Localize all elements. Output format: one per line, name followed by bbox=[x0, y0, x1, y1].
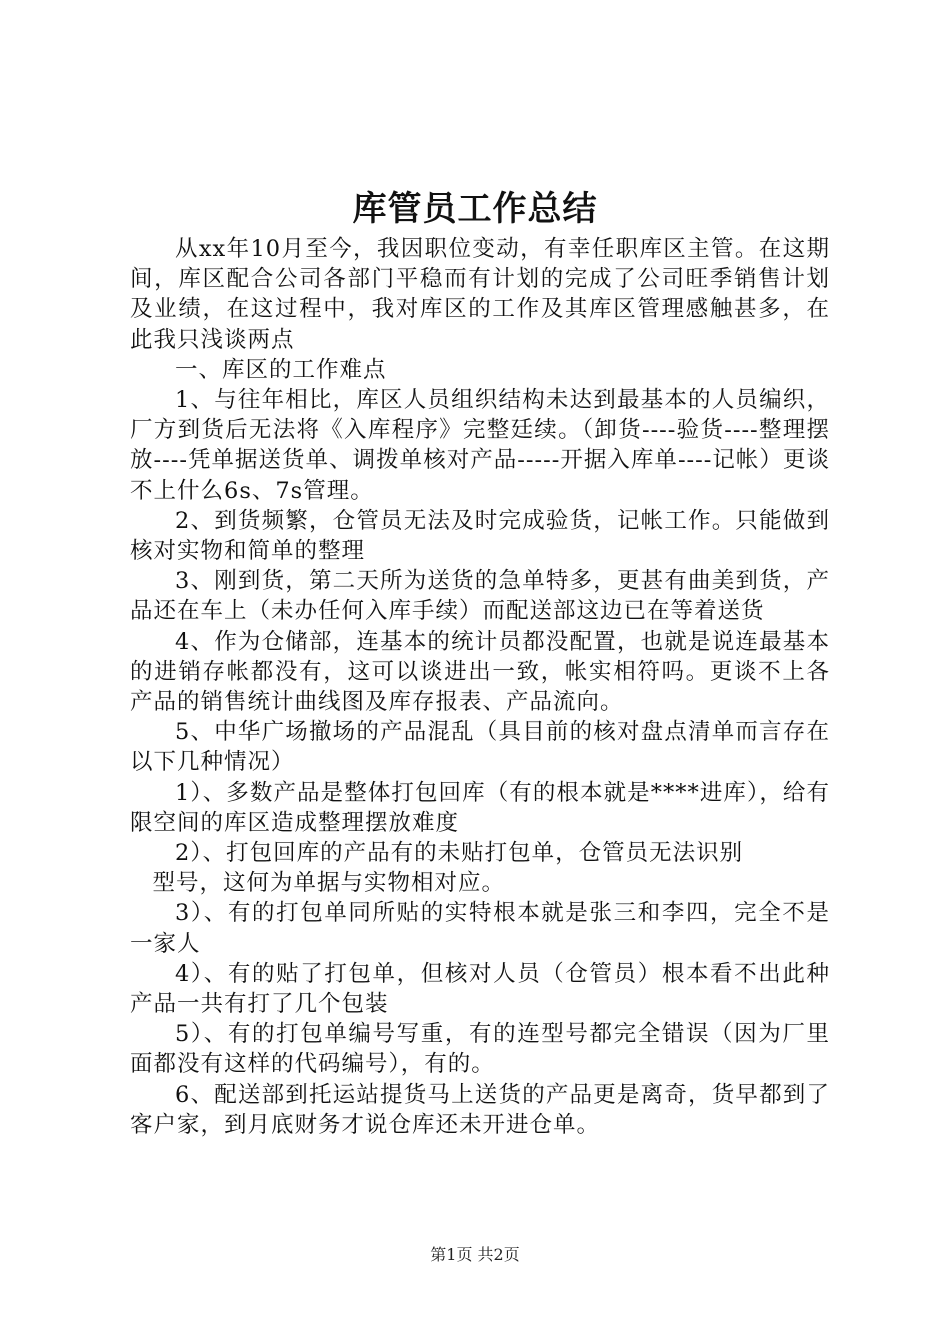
paragraph: 型号，这何为单据与实物相对应。 bbox=[152, 870, 506, 897]
paragraph: 2、到货频繁，仓管员无法及时完成验货，记帐工作。只能做到核对实物和简单的整理 bbox=[130, 507, 830, 565]
paragraph: 1）、多数产品是整体打包回库（有的根本就是****进库），给有限空间的库区造成整理摆放难度 bbox=[130, 779, 830, 836]
paragraph: 从xx年10月至今，我因职位变动，有幸任职库区主管。在这期间，库区配合公司各部门平稳而有计划的完成了公司旺季销售计划及业绩，在这过程中，我对库区的工作及其库区管理感触甚多，在此我只浅谈两点 bbox=[130, 236, 830, 353]
section-heading: 一、库区的工作难点 bbox=[175, 356, 387, 383]
paragraph: 4、作为仓储部，连基本的统计员都没配置，也就是说连最基本的进销存帐都没有，这可以谈进出一致，帐实相符吗。更谈不上各产品的销售统计曲线图及库存报表、产品流向。 bbox=[130, 628, 830, 716]
paragraph: 5、中华广场撤场的产品混乱（具目前的核对盘点清单而言存在以下几种情况） bbox=[130, 719, 830, 776]
paragraph: 1、与往年相比，库区人员组织结构未达到最基本的人员编织，厂方到货后无法将《入库程序》完整廷续。（卸货----验货----整理摆放----凭单据送货单、调拨单核对产品-----开据入库单----记帐）更谈不上什么6s、7s管理。 bbox=[130, 387, 830, 504]
document-title: 库管员工作总结 bbox=[352, 189, 598, 229]
paragraph: 6、配送部到托运站提货马上送货的产品更是离奇，货早都到了客户家，到月底财务才说仓库还未开进仓单。 bbox=[130, 1081, 830, 1138]
paragraph: 5）、有的打包单编号写重，有的连型号都完全错误（因为厂里面都没有这样的代码编号），有的。 bbox=[130, 1021, 830, 1078]
page-footer: 第1页 共2页 bbox=[430, 1245, 520, 1264]
document-body bbox=[130, 234, 830, 1140]
paragraph: 2）、打包回库的产品有的未贴打包单，仓管员无法识别 bbox=[175, 840, 744, 867]
paragraph: 3、刚到货，第二天所为送货的急单特多，更甚有曲美到货，产品还在车上（未办任何入库手续）而配送部这边已在等着送货 bbox=[130, 568, 830, 625]
paragraph: 4）、有的贴了打包单，但核对人员（仓管员）根本看不出此种产品一共有打了几个包装 bbox=[130, 960, 830, 1018]
paragraph: 3）、有的打包单同所贴的实特根本就是张三和李四，完全不是一家人 bbox=[130, 900, 830, 957]
